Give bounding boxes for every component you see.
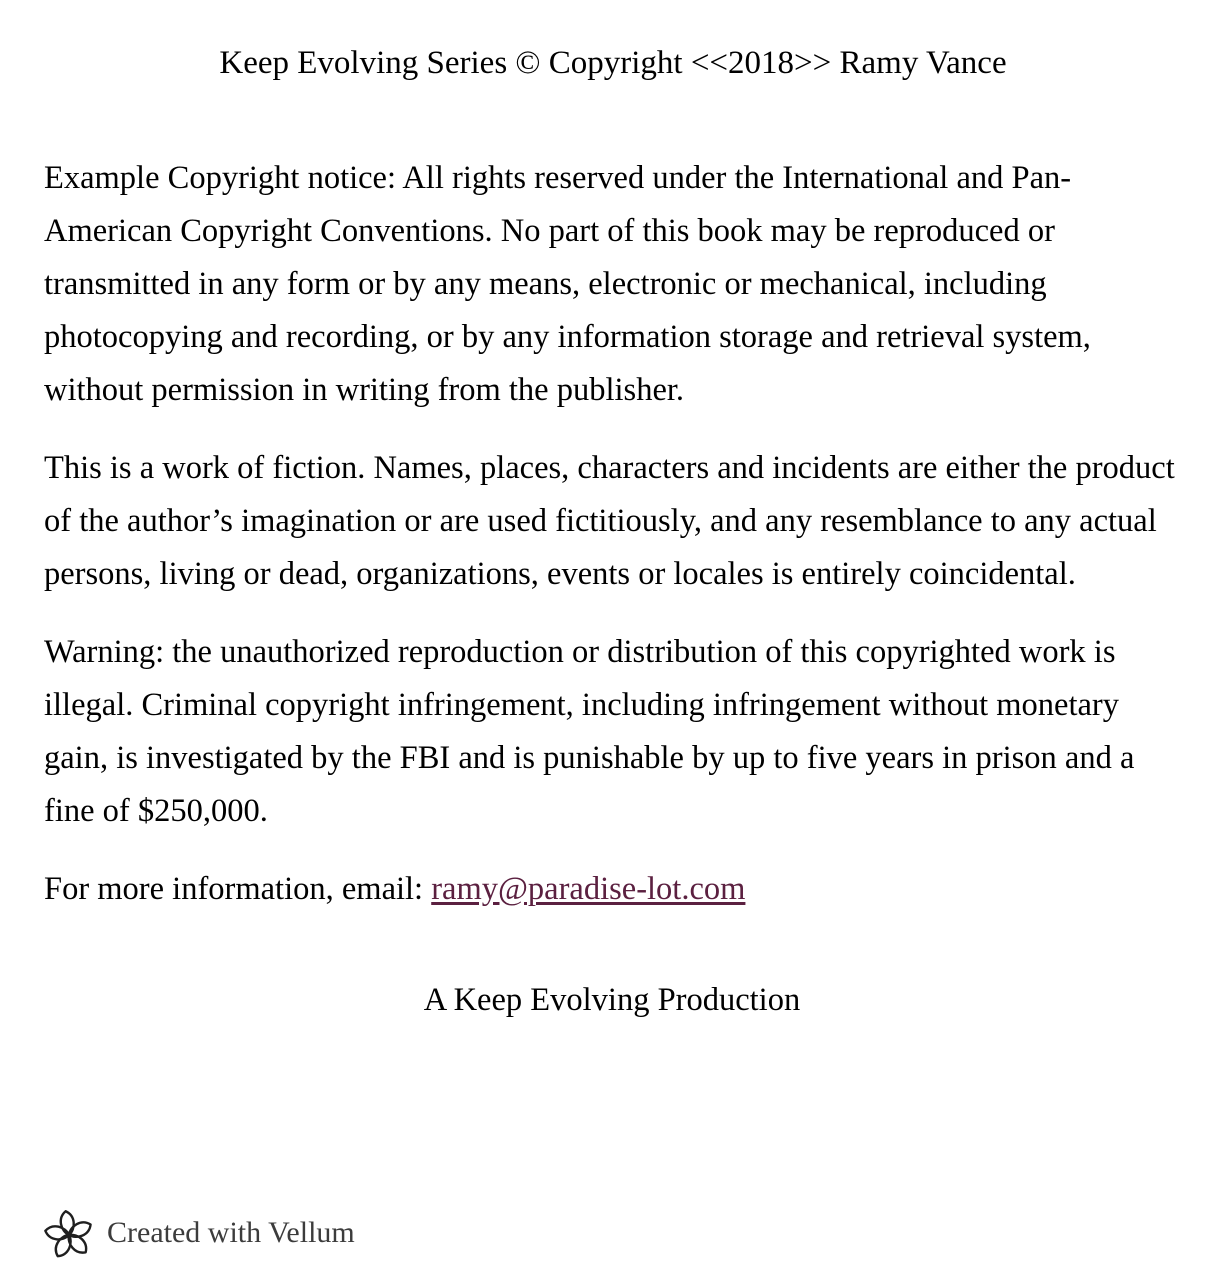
copyright-body [0,152,1226,1027]
page-title: Keep Evolving Series © Copyright <<2018>> Ramy Vance [219,45,1007,81]
fiction-disclaimer-paragraph: This is a work of fiction. Names, places, characters and incidents are either the product of the author’s imagination or are used fictitiously, and any resemblance to any actual persons, living or dead, organizations, events or locales is entirely coincidental. [44,449,1175,592]
contact-prefix: For more information, email: [44,870,432,907]
email-link[interactable]: ramy@paradise-lot.com [431,870,746,907]
vellum-credit [44,1206,355,1260]
vellum-credit-label: Created with Vellum [107,1216,355,1249]
vellum-flower-icon [44,1206,94,1260]
copyright-notice-paragraph: Example Copyright notice: All rights reserved under the International and Pan-American Copyright Conventions. No part of this book may be reproduced or transmitted in any form or by any means, electronic or mechanical, including photocopying and recording, or by any information storage and retrieval system, without permission in writing from the publisher. [44,159,1091,408]
contact-line [44,863,1180,916]
production-line: A Keep Evolving Production [423,981,801,1018]
piracy-warning-paragraph: Warning: the unauthorized reproduction or distribution of this copyrighted work is illegal. Criminal copyright infringement, including infringement without monetary gain, is investigated by the FBI and is punishable by up to five years in prison and a fine of $250,000. [44,633,1135,829]
